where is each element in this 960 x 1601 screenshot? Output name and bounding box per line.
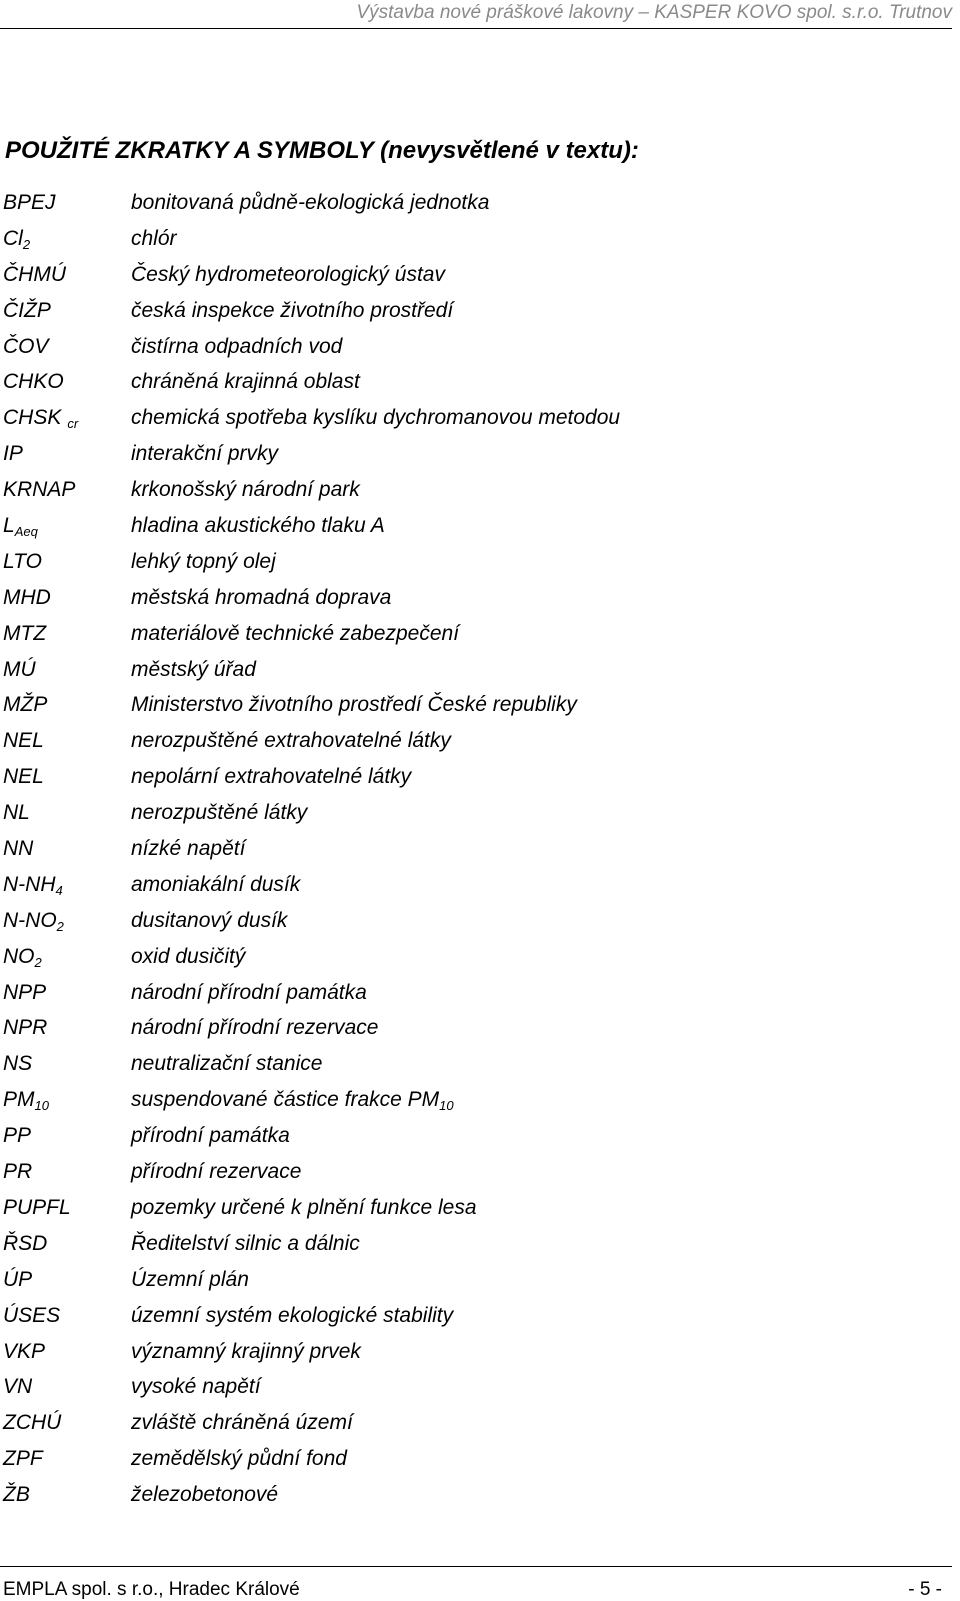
abbreviation-meaning	[131, 1374, 261, 1400]
abbreviation	[3, 441, 23, 467]
list-item	[3, 800, 943, 836]
abbreviation-text: N-NO	[3, 908, 57, 932]
abbreviation	[3, 190, 56, 216]
abbreviation	[3, 872, 63, 898]
abbreviation-text: ČOV	[3, 334, 49, 358]
abbreviation	[3, 1267, 32, 1293]
abbreviation-text: ČHMÚ	[3, 262, 66, 286]
abbreviation-text: NPR	[3, 1016, 48, 1040]
abbreviation-meaning	[131, 692, 577, 718]
abbreviation	[3, 1123, 31, 1149]
meaning-text: vysoké napětí	[131, 1375, 261, 1399]
abbreviation-list	[3, 190, 943, 1518]
list-item	[3, 692, 943, 728]
page-header	[0, 0, 952, 29]
abbreviation	[3, 369, 64, 395]
abbreviation	[3, 692, 47, 718]
abbreviation-text: NEL	[3, 765, 44, 789]
meaning-text: amoniakální dusík	[131, 872, 301, 896]
abbreviation	[3, 405, 78, 431]
list-item	[3, 334, 943, 370]
abbreviation-meaning	[131, 334, 342, 360]
list-item	[3, 1051, 943, 1087]
meaning-text: Český hydrometeorologický ústav	[131, 262, 445, 286]
abbreviation-text: PR	[3, 1160, 33, 1184]
meaning-text: významný krajinný prvek	[131, 1339, 361, 1363]
abbreviation-meaning	[131, 226, 177, 252]
abbreviation-meaning	[131, 549, 276, 575]
meaning-text: bonitovaná půdně-ekologická jednotka	[131, 191, 490, 214]
abbreviation	[3, 226, 30, 252]
abbreviation-meaning	[131, 1231, 360, 1257]
abbreviation	[3, 1339, 45, 1365]
meaning-text: hladina akustického tlaku A	[131, 514, 385, 538]
abbreviation	[3, 1446, 43, 1472]
abbreviation	[3, 1195, 71, 1221]
abbreviation-meaning	[131, 944, 245, 970]
abbreviation-text: NEL	[3, 729, 44, 753]
list-item	[3, 262, 943, 298]
abbreviation-meaning	[131, 1410, 353, 1436]
abbreviation-meaning	[131, 1123, 290, 1149]
abbreviation	[3, 334, 49, 360]
abbreviation-text: CHKO	[3, 370, 64, 394]
abbreviation-text: NL	[3, 801, 30, 825]
list-item	[3, 226, 943, 262]
list-item	[3, 728, 943, 764]
abbreviation	[3, 764, 44, 790]
meaning-text: česká inspekce životního prostředí	[131, 298, 454, 322]
abbreviation-text: ČIŽP	[3, 298, 51, 322]
meaning-text: zemědělský půdní fond	[131, 1447, 347, 1471]
abbreviation-text: VN	[3, 1375, 33, 1399]
meaning-text: dusitanový dusík	[131, 908, 288, 932]
list-item	[3, 477, 943, 513]
abbreviation	[3, 836, 33, 862]
list-item	[3, 621, 943, 657]
abbreviation-meaning	[131, 1339, 361, 1365]
abbreviation	[3, 1374, 32, 1400]
footer-company: EMPLA spol. s r.o., Hradec Králové	[3, 1579, 300, 1600]
list-item	[3, 1303, 943, 1339]
abbreviation-meaning	[131, 764, 411, 790]
meaning-text: nízké napětí	[131, 837, 246, 861]
abbreviation-meaning	[131, 1195, 477, 1221]
list-item	[3, 441, 943, 477]
list-item	[3, 1410, 943, 1446]
list-item	[3, 549, 943, 585]
list-item	[3, 1087, 943, 1123]
abbreviation-text: KRNAP	[3, 478, 76, 502]
list-item	[3, 1195, 943, 1231]
abbreviation	[3, 621, 46, 647]
abbreviation-meaning	[131, 1159, 301, 1185]
meaning-text: městský úřad	[131, 657, 256, 681]
list-item	[3, 369, 943, 405]
meaning-text: Územní plán	[131, 1267, 249, 1291]
abbreviation	[3, 1231, 47, 1257]
abbreviation	[3, 944, 42, 970]
abbreviation-subscript: 2	[22, 236, 31, 252]
list-item	[3, 764, 943, 800]
meaning-text: městská hromadná doprava	[131, 585, 392, 609]
abbreviation	[3, 585, 51, 611]
abbreviation-text: ÚP	[3, 1267, 33, 1291]
meaning-text: materiálově technické zabezpečení	[131, 621, 460, 645]
abbreviation-text: ÚSES	[3, 1303, 61, 1327]
list-item	[3, 1015, 943, 1051]
abbreviation-meaning	[131, 1446, 347, 1472]
meaning-text: krkonošský národní park	[131, 478, 360, 502]
meaning-text: oxid dusičitý	[131, 944, 246, 968]
abbreviation-meaning	[131, 1303, 453, 1329]
meaning-text: chlór	[131, 226, 177, 250]
abbreviation-text: NO	[3, 944, 35, 968]
abbreviation	[3, 800, 30, 826]
abbreviation-meaning	[131, 405, 620, 431]
abbreviation-text: Cl	[3, 226, 23, 250]
list-item	[3, 298, 943, 334]
meaning-text: územní systém ekologické stability	[131, 1303, 454, 1327]
meaning-text: národní přírodní památka	[131, 980, 367, 1004]
list-item	[3, 585, 943, 621]
list-item	[3, 1231, 943, 1267]
header-text: Výstavba nové práškové lakovny – KASPER KOVO spol. s.r.o. Trutnov	[356, 2, 952, 23]
page-footer	[0, 1566, 952, 1599]
meaning-text: suspendované částice frakce PM	[131, 1088, 440, 1112]
abbreviation-text: IP	[3, 442, 23, 466]
abbreviation-meaning	[131, 585, 391, 611]
abbreviation-meaning	[131, 1087, 454, 1113]
meaning-text: interakční prvky	[131, 442, 279, 466]
meaning-text: Ministerstvo životního prostředí České republiky	[131, 693, 577, 717]
abbreviation	[3, 513, 38, 539]
abbreviation-text: MŽP	[3, 693, 48, 717]
abbreviation-text: PM	[3, 1088, 35, 1112]
abbreviation	[3, 728, 44, 754]
abbreviation	[3, 1087, 49, 1113]
abbreviation-meaning	[131, 800, 307, 826]
abbreviation-subscript: 2	[56, 918, 64, 934]
abbreviation-text: NS	[3, 1052, 33, 1076]
abbreviation-text: N-NH	[3, 872, 56, 896]
list-item	[3, 944, 943, 980]
abbreviation-text: ZCHÚ	[3, 1411, 62, 1435]
abbreviation-text: ZPF	[3, 1447, 43, 1471]
abbreviation-text: LTO	[3, 549, 42, 573]
abbreviation-text: CHSK	[3, 406, 62, 430]
abbreviation-meaning	[131, 728, 451, 754]
meaning-text: nerozpuštěné látky	[131, 801, 308, 825]
meaning-text: pozemky určené k plnění funkce lesa	[131, 1195, 477, 1219]
abbreviation-text: NPP	[3, 980, 47, 1004]
meaning-text: čistírna odpadních vod	[131, 334, 343, 358]
meaning-text: přírodní památka	[131, 1124, 290, 1148]
list-item	[3, 908, 943, 944]
list-item	[3, 872, 943, 908]
list-item	[3, 657, 943, 693]
list-item	[3, 190, 943, 226]
abbreviation-text: PUPFL	[3, 1195, 71, 1219]
list-item	[3, 1123, 943, 1159]
abbreviation	[3, 1410, 61, 1436]
list-item	[3, 1482, 943, 1518]
abbreviation-meaning	[131, 657, 256, 683]
abbreviation-meaning	[131, 1051, 322, 1077]
abbreviation	[3, 657, 36, 683]
meaning-text: lehký topný olej	[131, 549, 276, 573]
abbreviation-meaning	[131, 836, 245, 862]
abbreviation-meaning	[131, 513, 385, 539]
meaning-text: národní přírodní rezervace	[131, 1016, 379, 1040]
abbreviation-meaning	[131, 298, 453, 324]
abbreviation-text: BPEJ	[3, 191, 56, 214]
abbreviation-text: VKP	[3, 1339, 46, 1363]
abbreviation-text: MTZ	[3, 621, 47, 645]
abbreviation-meaning	[131, 1015, 378, 1041]
abbreviation	[3, 1303, 60, 1329]
abbreviation-meaning	[131, 1267, 249, 1293]
abbreviation-meaning	[131, 441, 278, 467]
list-item	[3, 1374, 943, 1410]
abbreviation-meaning	[131, 477, 360, 503]
abbreviation-meaning	[131, 908, 287, 934]
list-item	[3, 836, 943, 872]
abbreviation	[3, 980, 46, 1006]
list-item	[3, 1446, 943, 1482]
meaning-text: přírodní rezervace	[131, 1160, 302, 1184]
abbreviation	[3, 477, 75, 503]
list-item	[3, 1267, 943, 1303]
abbreviation	[3, 298, 51, 324]
abbreviation-text: ŘSD	[3, 1231, 48, 1255]
meaning-text: nepolární extrahovatelné látky	[131, 765, 412, 789]
abbreviation-subscript: cr	[67, 416, 79, 432]
meaning-text: chráněná krajinná oblast	[131, 370, 360, 394]
page-number: - 5 -	[908, 1579, 942, 1600]
list-item	[3, 513, 943, 549]
abbreviation-subscript: 4	[55, 882, 63, 898]
abbreviation-meaning	[131, 369, 360, 395]
abbreviation-text: NN	[3, 837, 34, 861]
abbreviation-meaning	[131, 621, 459, 647]
abbreviation-meaning	[131, 190, 489, 216]
abbreviation-text: L	[3, 514, 15, 538]
abbreviation-meaning	[131, 1482, 278, 1508]
abbreviation-meaning	[131, 872, 300, 898]
abbreviation	[3, 1482, 30, 1508]
list-item	[3, 980, 943, 1016]
abbreviation-text: PP	[3, 1124, 32, 1148]
list-item	[3, 1159, 943, 1195]
abbreviation	[3, 908, 64, 934]
meaning-text: neutralizační stanice	[131, 1052, 323, 1076]
abbreviation	[3, 1159, 32, 1185]
abbreviation-text: MÚ	[3, 657, 36, 681]
abbreviation	[3, 549, 42, 575]
abbreviation-text: MHD	[3, 585, 51, 609]
abbreviation	[3, 262, 66, 288]
meaning-text: chemická spotřeba kyslíku dychromanovou metodou	[131, 406, 621, 430]
list-item	[3, 1339, 943, 1375]
abbreviation	[3, 1051, 32, 1077]
section-title: POUŽITÉ ZKRATKY A SYMBOLY (nevysvětlené v textu):	[5, 137, 639, 164]
abbreviation-subscript: 10	[34, 1098, 49, 1114]
abbreviation	[3, 1015, 47, 1041]
meaning-text: Ředitelství silnic a dálnic	[131, 1231, 360, 1255]
abbreviation-subscript: Aeq	[14, 524, 38, 540]
meaning-text: nerozpuštěné extrahovatelné látky	[131, 729, 451, 753]
meaning-subscript: 10	[439, 1098, 454, 1114]
list-item	[3, 405, 943, 441]
abbreviation-meaning	[131, 980, 367, 1006]
abbreviation-text: ŽB	[3, 1483, 30, 1507]
abbreviation-meaning	[131, 262, 445, 288]
meaning-text: zvláště chráněná území	[131, 1411, 353, 1435]
abbreviation-subscript: 2	[34, 954, 42, 970]
meaning-text: železobetonové	[131, 1483, 279, 1507]
